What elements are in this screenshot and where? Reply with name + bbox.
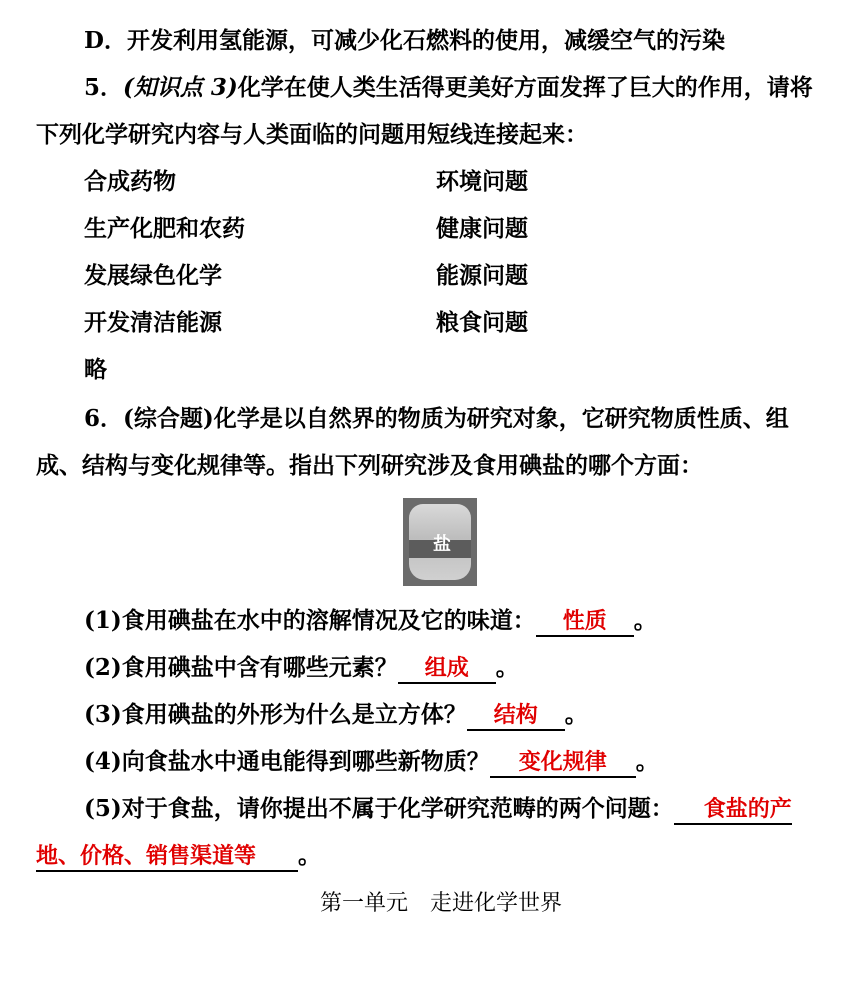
q6-number: 6．	[84, 405, 124, 432]
item-text: 对于食盐，请你提出不属于化学研究范畴的两个问题：	[121, 795, 674, 822]
item-end: 。	[564, 701, 588, 728]
answer-text: 变化规律	[518, 750, 607, 775]
answer-text: 组成	[424, 656, 469, 681]
option-d: D．开发利用氢能源，可减少化石燃料的使用，减缓空气的污染	[84, 27, 725, 54]
item-label: (3)	[84, 701, 122, 728]
item-text: 食用碘盐的外形为什么是立方体？	[121, 701, 467, 728]
q6-item-4	[84, 747, 659, 778]
answer-blank	[674, 796, 792, 825]
q5-tag: (知识点 3)	[123, 74, 238, 101]
item-label: (2)	[84, 654, 122, 681]
answer-text: 地、价格、销售渠道等	[36, 844, 257, 869]
q5-text1: 化学在使人类生活得更美好方面发挥了巨大的作用，请将	[237, 74, 813, 101]
q6-line1	[84, 404, 789, 434]
q6-text1: 化学是以自然界的物质为研究对象，它研究物质性质、组	[213, 405, 789, 432]
q5-left-item: 发展绿色化学	[84, 262, 222, 289]
salt-bag-image	[403, 498, 477, 586]
item-label: (4)	[84, 748, 122, 775]
q5-left-item: 生产化肥和农药	[84, 215, 245, 242]
answer-text: 性质	[562, 609, 607, 634]
answer-blank	[490, 749, 636, 778]
q5-line1	[84, 73, 813, 103]
q5-left-item: 合成药物	[84, 168, 176, 195]
item-end: 。	[298, 842, 321, 869]
answer-text: 食盐的产	[703, 797, 792, 822]
item-label: (1)	[84, 607, 122, 634]
page-footer: 第一单元 走进化学世界	[320, 891, 563, 916]
answer-blank	[467, 702, 565, 731]
q5-right-item: 能源问题	[436, 262, 528, 289]
q5-text2: 下列化学研究内容与人类面临的问题用短线连接起来：	[36, 121, 588, 148]
q5-right-item: 粮食问题	[436, 309, 528, 336]
q6-text2: 成、结构与变化规律等。指出下列研究涉及食用碘盐的哪个方面：	[36, 452, 703, 479]
q6-item-5	[84, 794, 792, 825]
q5-left-item: 开发清洁能源	[84, 309, 222, 336]
q6-item-2	[84, 653, 519, 684]
q5-right-item: 健康问题	[436, 215, 528, 242]
q6-tag: (综合题)	[123, 405, 214, 432]
q6-item-5-cont	[36, 841, 321, 872]
q5-number: 5．	[84, 74, 124, 101]
item-label: (5)	[84, 795, 122, 822]
item-text: 食用碘盐中含有哪些元素？	[121, 654, 398, 681]
q6-item-3	[84, 700, 588, 731]
q6-item-1	[84, 606, 657, 637]
item-text: 向食盐水中通电能得到哪些新物质？	[121, 748, 490, 775]
q5-right-item: 环境问题	[436, 168, 528, 195]
q5-answer: 略	[84, 356, 107, 383]
item-text: 食用碘盐在水中的溶解情况及它的味道：	[121, 607, 536, 634]
salt-label: 盐	[433, 534, 451, 555]
answer-text: 结构	[493, 703, 538, 728]
item-end: 。	[633, 607, 657, 634]
answer-blank	[36, 843, 298, 872]
answer-blank	[536, 608, 634, 637]
answer-blank	[398, 655, 496, 684]
item-end: 。	[635, 748, 659, 775]
item-end: 。	[495, 654, 519, 681]
